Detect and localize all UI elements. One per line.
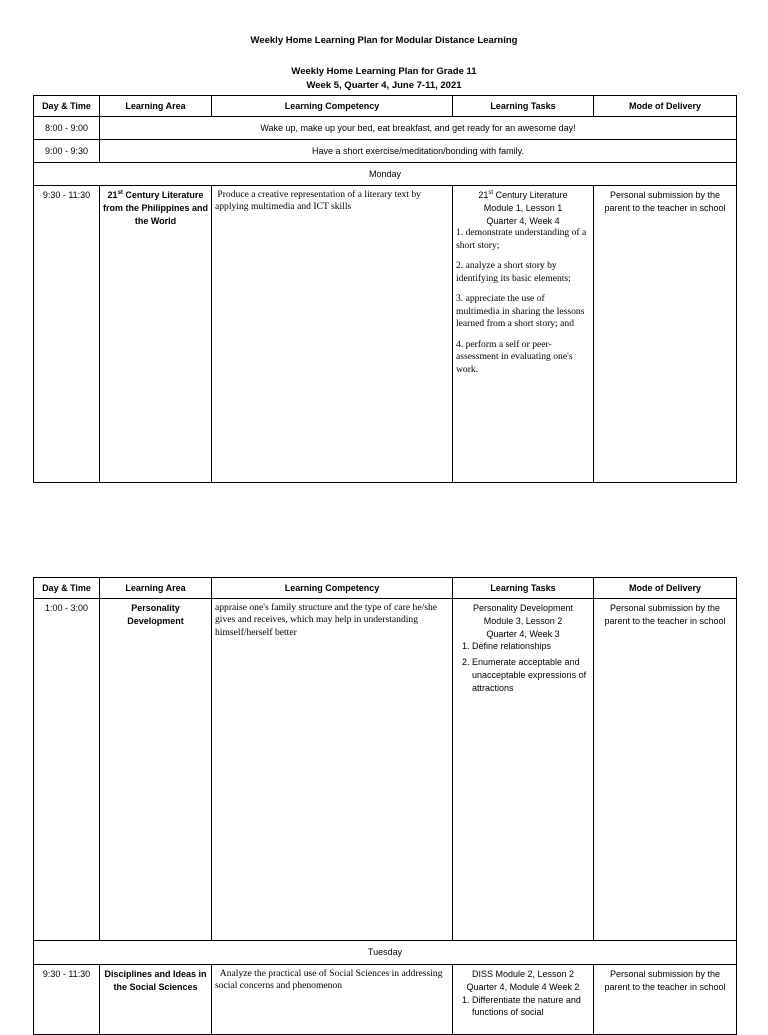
- list-item: 4. perform a self or peer-assessment in evaluating one's work.: [456, 338, 573, 375]
- tasks-cell: Personality Development Module 3, Lesson 2 Quarter 4, Week 3 1. Define relationships 2. Enumerate acceptable and unacceptable expressions of attractions: [453, 599, 594, 941]
- day-label: Tuesday: [34, 941, 737, 965]
- header-day-time: Day & Time: [34, 578, 100, 599]
- header-learning-tasks: Learning Tasks: [453, 96, 594, 117]
- learning-area-cell: 21st Century Literature from the Philippines and the World: [100, 186, 212, 483]
- header-learning-competency: Learning Competency: [212, 578, 453, 599]
- learning-area-cell: Personality Development: [100, 599, 212, 941]
- day-label: Monday: [34, 163, 737, 186]
- list-item: 1. Differentiate the nature and functions of social: [472, 994, 590, 1020]
- tasks-cell: DISS Module 2, Lesson 2 Quarter 4, Module 4 Week 2 1. Differentiate the nature and functions of social: [453, 965, 594, 1035]
- header-mode-of-delivery: Mode of Delivery: [594, 96, 737, 117]
- grade-title: Weekly Home Learning Plan for Grade 11: [291, 66, 477, 77]
- header-learning-tasks: Learning Tasks: [453, 578, 594, 599]
- activity-cell: Have a short exercise/meditation/bonding with family.: [100, 140, 737, 163]
- time-cell: 9:30 - 11:30: [34, 186, 100, 483]
- day-row: [34, 941, 737, 965]
- table-row: [34, 965, 737, 1035]
- list-item: 3. appreciate the use of multimedia in sharing the lessons learned from a short story; and: [456, 293, 585, 330]
- table-row: [34, 186, 737, 483]
- plan-table-2: [33, 577, 737, 1035]
- time-cell: 8:00 - 9:00: [34, 117, 100, 140]
- day-row: [34, 163, 737, 186]
- competency-cell: Analyze the practical use of Social Sciences in addressing social concerns and phenomenon: [212, 965, 453, 1035]
- delivery-cell: Personal submission by the parent to the teacher in school: [594, 599, 737, 941]
- header-row: [34, 96, 737, 117]
- learning-area-cell: Disciplines and Ideas in the Social Sciences: [100, 965, 212, 1035]
- time-cell: 1:00 - 3:00: [34, 599, 100, 941]
- week-title: Week 5, Quarter 4, June 7-11, 2021: [306, 80, 462, 91]
- header-mode-of-delivery: Mode of Delivery: [594, 578, 737, 599]
- table-row: [34, 599, 737, 941]
- header-learning-area: Learning Area: [100, 578, 212, 599]
- list-item: 1. demonstrate understanding of a short story;: [456, 227, 587, 251]
- header-learning-competency: Learning Competency: [212, 96, 453, 117]
- header-row: [34, 578, 737, 599]
- competency-cell: appraise one's family structure and the type of care he/she gives and receives, which may help in understanding himself/herself better: [212, 599, 453, 941]
- activity-cell: Wake up, make up your bed, eat breakfast, and get ready for an awesome day!: [100, 117, 737, 140]
- header-learning-area: Learning Area: [100, 96, 212, 117]
- competency-cell: Produce a creative representation of a literary text by applying multimedia and ICT skills: [212, 186, 453, 483]
- tasks-cell: 21st Century Literature Module 1, Lesson 1 Quarter 4, Week 4 1. demonstrate understanding of a short story; 2. analyze a short story by identifying its basic elements; 3. appreciate the use of multimedia in sharing the lessons learned from a short story; and 4. perform a self or peer-assessment in evaluating one's work.: [453, 186, 594, 483]
- table-row: [34, 140, 737, 163]
- delivery-cell: Personal submission by the parent to the teacher in school: [594, 965, 737, 1035]
- plan-table-1: [33, 95, 737, 483]
- time-cell: 9:00 - 9:30: [34, 140, 100, 163]
- table-row: [34, 117, 737, 140]
- time-cell: 9:30 - 11:30: [34, 965, 100, 1035]
- list-item: 2. Enumerate acceptable and unacceptable expressions of attractions: [472, 656, 590, 694]
- header-day-time: Day & Time: [34, 96, 100, 117]
- document-title: Weekly Home Learning Plan for Modular Distance Learning: [250, 35, 518, 46]
- delivery-cell: Personal submission by the parent to the teacher in school: [594, 186, 737, 483]
- list-item: 2. analyze a short story by identifying its basic elements;: [456, 260, 571, 284]
- list-item: 1. Define relationships: [472, 640, 590, 653]
